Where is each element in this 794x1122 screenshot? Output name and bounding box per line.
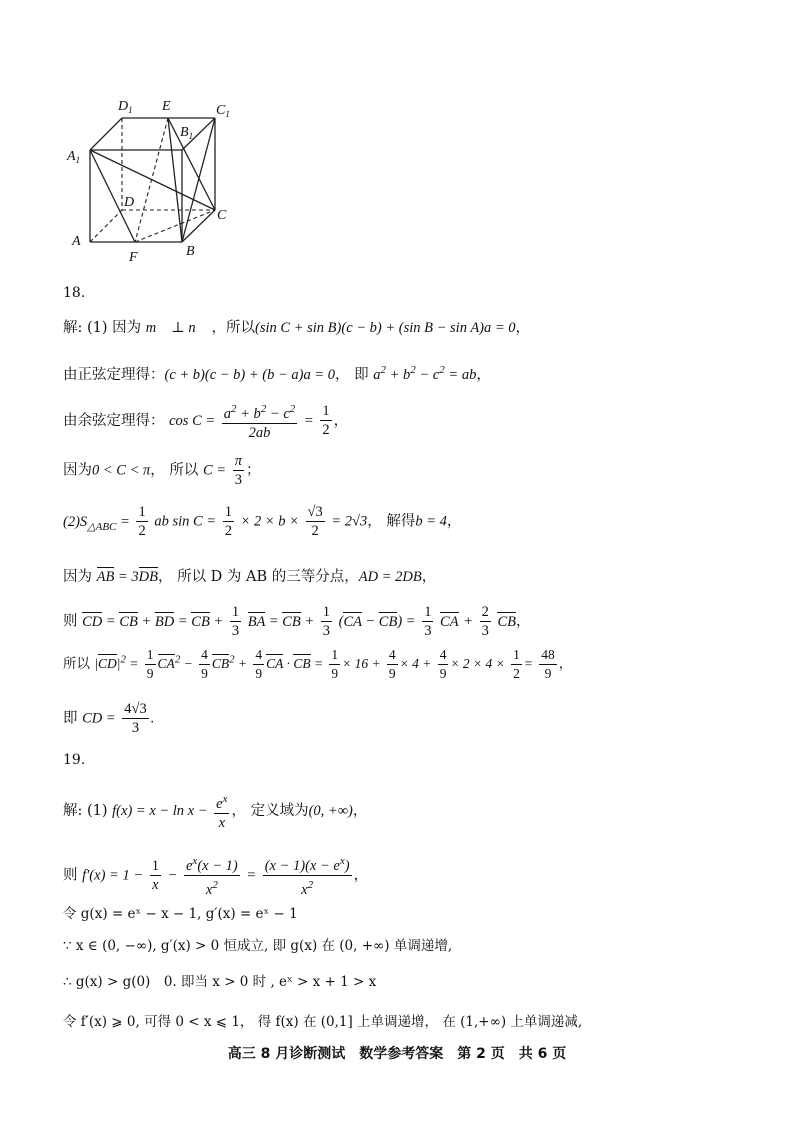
q19-line3: 令 g(x) = eˣ − x − 1, g′(x) = eˣ − 1	[63, 906, 298, 922]
q18-line3: 由余弦定理得： cos C = $\frac{a^2 + b^2 - c^2}{2ab}$ = $\frac{1}{2}$ ，	[63, 400, 348, 442]
label-a: A	[72, 234, 81, 249]
q19-line4: ∵ x ∈ (0, −∞), g′(x) > 0 恒成立, 即 g(x) 在 (0, +∞) 单调递增,	[63, 938, 453, 954]
label-a1: $A_1$	[67, 149, 81, 165]
label-c: C	[217, 208, 227, 223]
q18-line7: 则 CD = CB + BD = CB + $\frac{1}{3}$ BA = CB + $\frac{1}{3}$ (CA − CB) = $\frac{1}{3}$ CA + $\frac{2}{3}$ CB，	[63, 604, 531, 639]
segment-f-c	[135, 210, 215, 242]
label-c1: $C_1$	[216, 103, 230, 119]
q18-line5: $(2)S_{\triangle ABC}$ = $\frac{1}{2}$ ab sin C = $\frac{1}{2}$ × 2 × b × $\frac{√3}{2}$ = 2√3， 解得b = 4，	[63, 504, 462, 539]
label-f: F	[129, 250, 138, 265]
q18-line8: 所以 $|CD|^2$ = $\frac{1}{9}$ $CA^2$ − $\frac{4}{9}$ $CB^2$ + $\frac{4}{9}$ CA · CB = $\frac{1}{9}$ × 16 + $\frac{4}{9}$ × 4 + $\frac{4}{9}$ × 2 × 4 × $\frac{1}{2}$ = $\frac{48}{9}$ ，	[63, 647, 573, 681]
q19-line5: ∴ g(x) > g(0) 0. 即当 x > 0 时 , eˣ > x + 1 > x	[63, 974, 377, 990]
q19-line2: 则 f′(x) = 1 − $\frac{1}{x}$ − $\frac{e^x(x - 1)}{x^2}$ = $\frac{(x - 1)(x - e^x)}{x^2}$ ，	[63, 852, 368, 899]
eq-abc: $a^2 + b^2 - c^2$ = ab	[373, 364, 477, 383]
label-e: E	[162, 99, 171, 114]
page-footer: 高三 8 月诊断测试 数学参考答案 第 2 页 共 6 页	[227, 1046, 567, 1062]
q19-number: 19.	[63, 752, 86, 768]
label-b: B	[186, 244, 195, 259]
segment-a1-c	[90, 150, 215, 210]
q18-line9: 即 CD = $\frac{4√3}{3}$ .	[63, 701, 155, 736]
q19-line6: 令 f′(x) ⩾ 0, 可得 0 < x ⩽ 1， 得 f(x) 在 (0,1] 上单调递增， 在 (1,+∞) 上单调递减,	[63, 1014, 583, 1030]
edge-b-c	[182, 210, 215, 242]
q18-line4: 因为0 < C < π， 所以 C = $\frac{\pi}{3}$ ；	[63, 453, 261, 488]
label-d: D	[124, 195, 135, 210]
q18-line2: 由正弦定理得：(c + b)(c − b) + (b − a)a = 0， 即 $a^2 + b^2 - c^2$ = ab，	[63, 364, 491, 383]
q18-line6: 因为 AB = 3DB， 所以 D 为 AB 的三等分点，AD = 2DB，	[63, 569, 437, 585]
m-perp-n: m⃗ ⊥ n⃗	[145, 320, 207, 336]
q18-number: 18.	[63, 285, 86, 301]
segment-e-f	[135, 118, 168, 242]
q18-line1: 解: (1) 因为 m⃗ ⊥ n⃗ ，所以(sin C + sin B)(c − b) + (sin B − sin A)a = 0，	[63, 320, 531, 336]
cube-figure	[60, 92, 240, 267]
label-b1: $B_1$	[180, 125, 194, 141]
edge-a1-d1	[90, 118, 122, 150]
edge-a-d	[90, 210, 122, 242]
label-d1: $D_1$	[118, 99, 133, 115]
q19-line1: 解: (1) f(x) = x − ln x − $\frac{e^x}{x}$ ， 定义域为(0, +∞)，	[63, 790, 367, 832]
